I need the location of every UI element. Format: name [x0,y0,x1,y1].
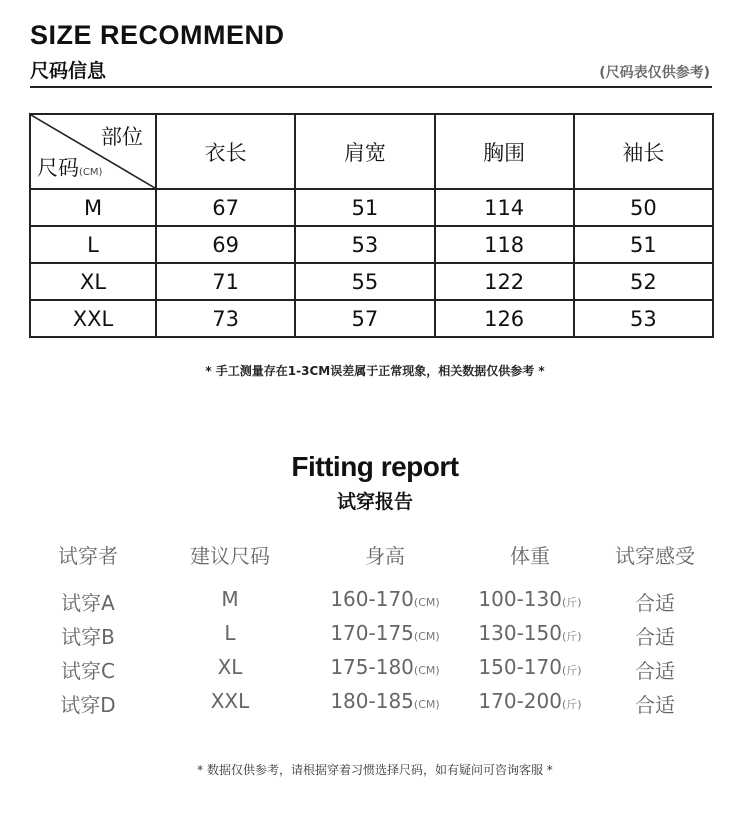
height-unit: (CM) [413,630,440,643]
weight-value [455,621,605,645]
fitting-title-en: Fitting report [291,451,459,482]
size-label: XXL [30,300,156,337]
tester-name: 试穿C [61,659,115,683]
corner-label-part: 部位 [101,125,143,149]
height-range: 180-185 [330,689,414,713]
bottom-note: * 数据仅供参考，请根据穿着习惯选择尺码，如有疑问可咨询客服 * [197,763,553,777]
table-cell: 55 [295,263,434,300]
table-cell: 53 [574,300,713,337]
height-unit: (CM) [413,664,440,677]
measurement-note: * 手工测量存在1-3CM误差属于正常现象，相关数据仅供参考 * [205,364,545,378]
corner-label-size [37,152,102,182]
weight-unit: (斤) [561,698,582,711]
fitting-title-cn: 试穿报告 [336,491,413,513]
table-cell: 67 [156,189,295,226]
weight-range: 130-150 [478,621,562,645]
fit-feeling: 合适 [635,659,675,683]
header-divider [30,86,712,88]
corner-cell [30,114,156,189]
table-cell: 69 [156,226,295,263]
column-header: 袖长 [574,114,713,189]
height-value [315,621,455,645]
table-cell: 53 [295,226,434,263]
weight-range: 100-130 [478,587,562,611]
table-row [30,300,713,337]
table-cell: 118 [435,226,574,263]
table-row [30,226,713,263]
fitting-header: 试穿者 [58,544,118,568]
page-title-en: SIZE RECOMMEND [30,20,285,50]
height-range: 175-180 [330,655,414,679]
table-cell: 126 [435,300,574,337]
table-cell: 50 [574,189,713,226]
corner-size-text: 尺码 [37,156,79,180]
size-label: L [30,226,156,263]
table-row [30,189,713,226]
table-cell: 51 [574,226,713,263]
column-header: 衣长 [156,114,295,189]
reference-note: (尺码表仅供参考) [599,65,710,81]
corner-unit: (CM) [79,167,103,178]
fit-feeling: 合适 [635,591,675,615]
fit-feeling: 合适 [635,693,675,717]
size-table [29,113,714,338]
table-cell: 114 [435,189,574,226]
fit-feeling: 合适 [635,625,675,649]
weight-value [455,655,605,679]
fitting-header: 建议尺码 [190,544,270,568]
height-value [315,689,455,713]
suggested-size: L [224,621,236,645]
height-range: 160-170 [330,587,414,611]
column-header: 肩宽 [295,114,434,189]
height-unit: (CM) [413,596,440,609]
table-cell: 51 [295,189,434,226]
table-cell: 122 [435,263,574,300]
weight-unit: (斤) [561,664,582,677]
weight-range: 150-170 [478,655,562,679]
weight-unit: (斤) [561,630,582,643]
fitting-header: 身高 [365,544,405,568]
suggested-size: XXL [210,689,250,713]
weight-unit: (斤) [561,596,582,609]
table-row [30,263,713,300]
height-value [315,655,455,679]
tester-name: 试穿D [60,693,116,717]
height-range: 170-175 [330,621,414,645]
table-cell: 71 [156,263,295,300]
weight-value [455,689,605,713]
height-unit: (CM) [413,698,440,711]
table-cell: 73 [156,300,295,337]
height-value [315,587,455,611]
tester-name: 试穿A [61,591,115,615]
suggested-size: M [221,587,239,611]
size-label: M [30,189,156,226]
column-header: 胸围 [435,114,574,189]
weight-range: 170-200 [478,689,562,713]
table-cell: 57 [295,300,434,337]
suggested-size: XL [217,655,243,679]
page-title-cn: 尺码信息 [30,60,107,82]
table-cell: 52 [574,263,713,300]
fitting-header: 试穿感受 [615,544,695,568]
fitting-header: 体重 [510,544,550,568]
size-table-header-row [30,114,713,189]
size-label: XL [30,263,156,300]
tester-name: 试穿B [61,625,115,649]
weight-value [455,587,605,611]
